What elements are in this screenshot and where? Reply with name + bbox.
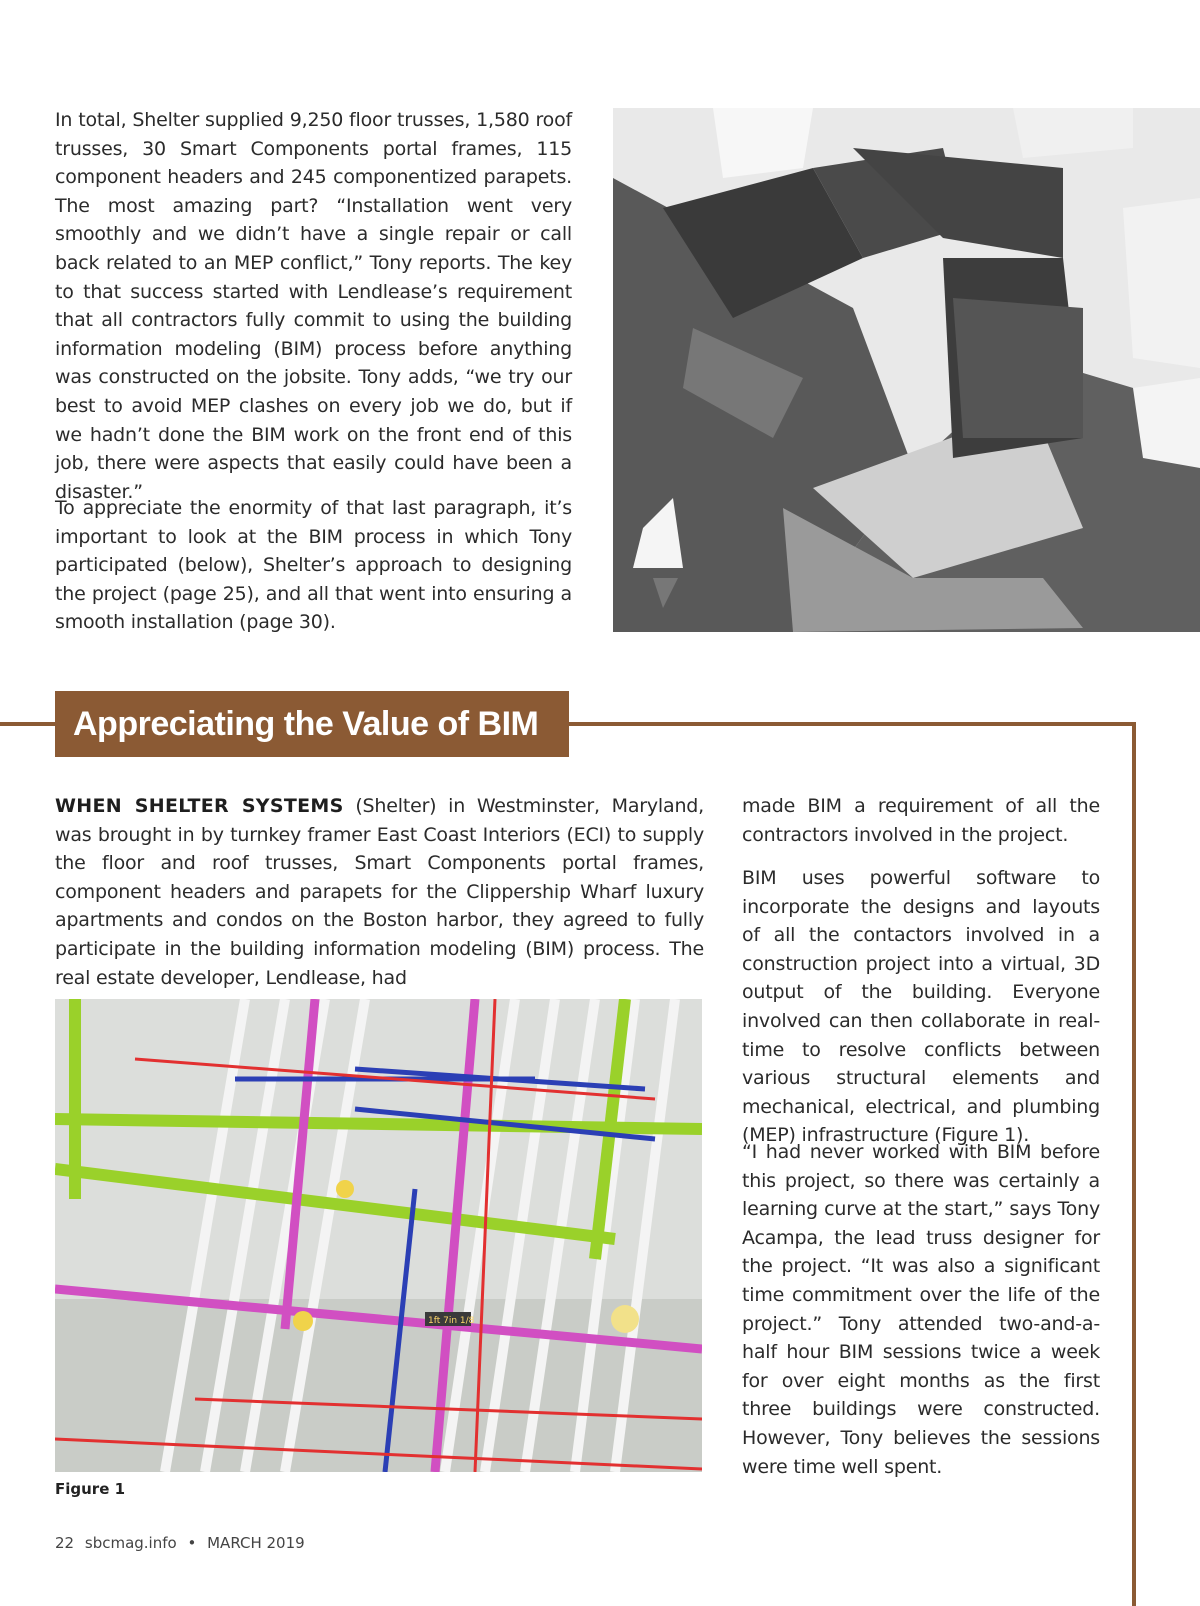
- section-lead-in: WHEN SHELTER SYSTEMS: [55, 795, 344, 817]
- aerial-rendering-image: [613, 108, 1200, 632]
- footer-separator: •: [187, 1534, 197, 1552]
- section-right-paragraph-2: BIM uses powerful software to incorporate the designs and layouts of all the contactors involved in a construction project into a virtual, 3D output of the building. Everyone involved can then collaborate in real-time to resolve conflicts between various structural elements and mechanical, electrical, and plumbing (MEP) infrastructure (Figure 1).: [742, 867, 1100, 1147]
- section-right-paragraph-1: made BIM a requirement of all the contractors involved in the project.: [742, 795, 1100, 846]
- section-left-paragraph: [55, 792, 704, 992]
- intro-paragraph-1: In total, Shelter supplied 9,250 floor trusses, 1,580 roof trusses, 30 Smart Components portal frames, 115 component headers and 245 componentized parapets. The most amazing part? “Installation went very smoothly and we didn’t have a single repair or call back related to an MEP conflict,” Tony reports. The key to that success started with Lendlease’s requirement that all contractors fully commit to using the building information modeling (BIM) process before anything was constructed on the jobsite. Tony adds, “we try our best to avoid MEP clashes on every job we do, but if we hadn’t done the BIM work on the front end of this job, there were aspects that easily could have been a disaster.”: [55, 109, 572, 503]
- footer-site: sbcmag.info: [84, 1534, 177, 1552]
- page-number: 22: [55, 1534, 75, 1552]
- intro-paragraph-2: To appreciate the enormity of that last paragraph, it’s important to look at the BIM process in which Tony participated (below), Shelter’s approach to designing the project (page 25), and all that went into ensuring a smooth installation (page 30).: [55, 497, 572, 634]
- page-footer: [55, 1534, 311, 1552]
- section-right-paragraph-3: “I had never worked with BIM before this project, so there was certainly a learning curve at the start,” says Tony Acampa, the lead truss designer for the project. “It was also a significant time commitment over the life of the project.” Tony attended two-and-a-half hour BIM sessions twice a week for over eight months as the first three buildings were constructed. However, Tony believes the sessions were time well spent.: [742, 1141, 1100, 1478]
- figure-1-dimension-label: 1ft 7in 1/8: [428, 1316, 475, 1326]
- section-left-paragraph-text: (Shelter) in Westminster, Maryland, was brought in by turnkey framer East Coast Interiors (ECI) to supply the floor and roof trusses, Smart Components portal frames, component headers and parapets for the Clippership Wharf luxury apartments and condos on the Boston harbor, they agreed to fully participate in the building information modeling (BIM) process. The real estate developer, Lendlease, had: [55, 795, 704, 989]
- footer-issue: MARCH 2019: [207, 1534, 305, 1552]
- figure-caption: Figure 1: [55, 1480, 126, 1498]
- section-title: Appreciating the Value of BIM: [55, 691, 569, 757]
- figure-1-bim-image: [55, 999, 702, 1472]
